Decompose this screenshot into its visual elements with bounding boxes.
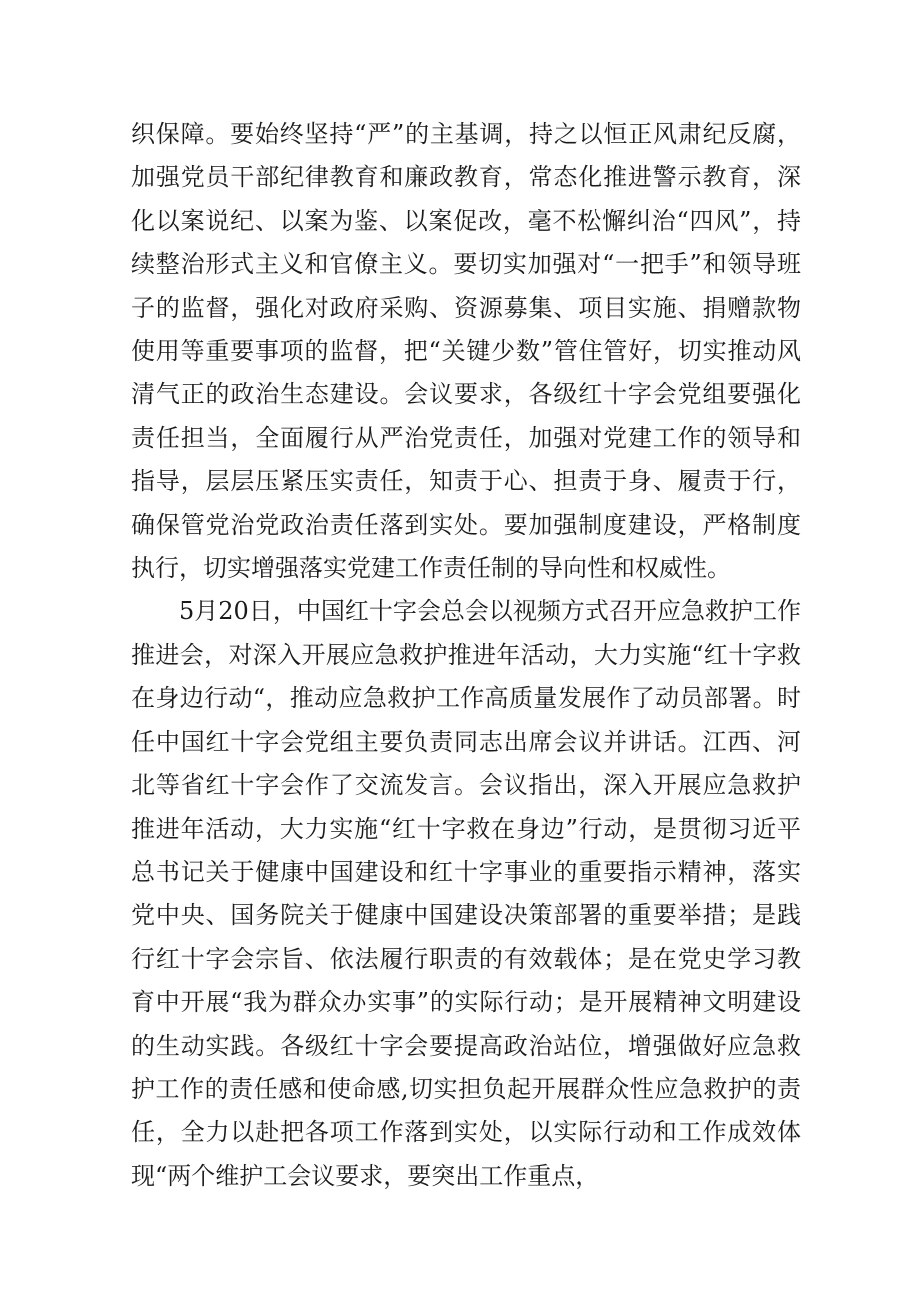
- paragraph-emergency-rescue-meeting: 5月20日，中国红十字会总会以视频方式召开应急救护工作推进会，对深入开展应急救护推进年活动，大力实施“红十字救在身边行动“，推动应急救护工作高质量发展作了动员部署。时任中国红十字会党组主要负责同志出席会议并讲话。江西、河北等省红十字会作了交流发言。会议指出，深入开展应急救护推进年活动，大力实施“红十字救在身边”行动，是贯彻习近平总书记关于健康中国建设和红十字事业的重要指示精神，落实党中央、国务院关于健康中国建设决策部署的重要举措；是践行红十字会宗旨、依法履行职责的有效载体；是在党史学习教育中开展“我为群众办实事”的实际行动；是开展精神文明建设的生动实践。各级红十字会要提高政治站位，增强做好应急救护工作的责任感和使命感,切实担负起开展群众性应急救护的责任，全力以赴把各项工作落到实处，以实际行动和工作成效体现“两个维护工会议要求，要突出工作重点，: [131, 597, 801, 1190]
- document-body: [131, 113, 801, 1198]
- paragraph-party-discipline: 织保障。要始终坚持“严”的主基调，持之以恒正风肃纪反腐，加强党员干部纪律教育和廉政教育，常态化推进警示教育，深化以案说纪、以案为鉴、以案促改，毫不松懈纠治“四风”，持续整治形式主义和官僚主义。要切实加强对“一把手”和领导班子的监督，强化对政府采购、资源募集、项目实施、捐赠款物使用等重要事项的监督，把“关键少数”管住管好，切实推动风清气正的政治生态建设。会议要求，各级红十字会党组要强化责任担当，全面履行从严治党责任，加强对党建工作的领导和指导，层层压紧压实责任，知责于心、担责于身、履责于行，确保管党治党政治责任落到实处。要加强制度建设，严格制度执行，切实增强落实党建工作责任制的导向性和权威性。: [131, 120, 801, 583]
